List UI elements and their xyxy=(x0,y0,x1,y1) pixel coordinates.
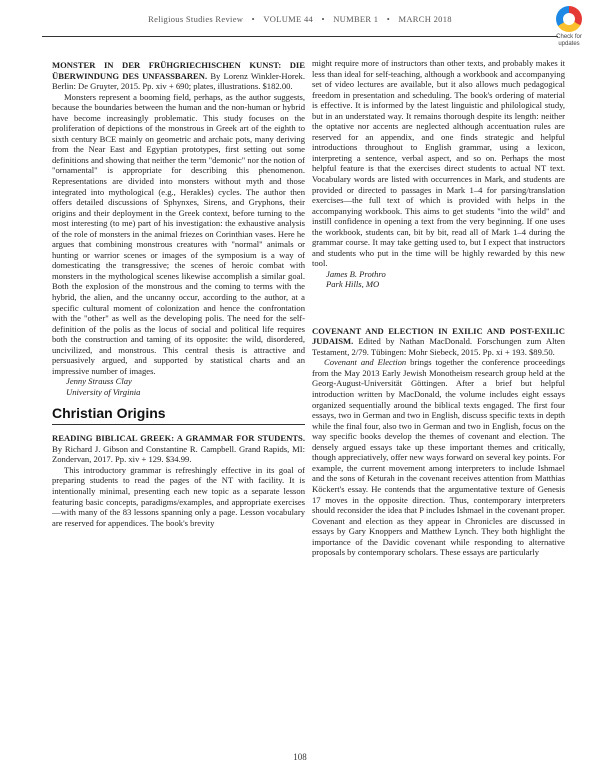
review-entry xyxy=(52,60,305,92)
review-citation: Edited by Nathan MacDonald. Forschungen zum Alten Testament, 2/79. Tübingen: Mohr Siebeck, 2015. Pp. xi + 193. $89.50. xyxy=(312,336,565,357)
page-number: 108 xyxy=(293,752,307,762)
journal-name: Religious Studies Review xyxy=(148,14,244,24)
review-body: Monsters represent a booming field, perhaps, as the author suggests, because the boundaries between the human and the non-human or hybrid have become increasingly problematic. This study focuses on the proliferation of depictions of the monstrous in Greek art of the eighth to sixth century BCE mainly on geometric and archaic pots, many deriving from the Near East and Egyptian prototypes, first setting out some definitions and showing that neither the term "demonic" nor the notion of "ornamental" is appropriate for describing this phenomenon. Representations are divided into monsters without myth and those integrated into mythological (e.g., Herakles) cycles. The author then offers detailed discussions of Sphynxes, Sirens, and Gryphons, their origins and their deployment in the Greek context, before turning to the most interesting (to me) part of his investigation: the exhaustive analysis of the role of monsters in the animal friezes on Corinthian vases. Here he argues that combining monstrous creatures with "normal" animals or hunting or warrior scenes or images of the symposium is a way of domesticating the transgressive; the scenes of heroic combat with monsters in the mythological scenes likewise accomplish a similar goal. Both the explosion of the monstrous and the coming to terms with the hybrid, the alien, and the uncanny occur, according to the author, at a specific cultural moment of colonization and hence the confrontation with the "other" as well as the developing polis. The need for the self-definition of the polis as the locus of social and political life requires both the construction and taming of its opposite: the wild, disordered, uncivilized, and monstrous. This central thesis is attractive and persuasively argued, and supported by statistical charts and an impressive number of images. xyxy=(52,91,305,376)
running-header: Religious Studies Review • VOLUME 44 • NUMBER 1 • MARCH 2018 xyxy=(42,14,558,34)
review-entry xyxy=(52,433,305,465)
reviewer-affiliation: University of Virginia xyxy=(66,386,141,397)
volume: VOLUME 44 xyxy=(263,14,314,24)
reviewer-name: Jenny Strauss Clay xyxy=(66,376,132,387)
review-body-continued: might require more of instructors than other texts, and probably makes it less than ideal for self-teaching, although a workbook and accompanying set of video lectures are available, but it also allows much pedagogical freedom in presentation and scheduling. The book's ordering of material is effective. It is informed by the latest linguistic and philological study, but in an understated way. It remains thorough despite its length: neither the optative nor accents are neglected although accentuation rules are reserved for an appendix, and one finds strategic and helpful introductions throughout to English grammar, using a lexicon, interpreting a sentence, verbal aspect, and so on. Perhaps the most helpful feature is that the exercises direct students to actual NT text. Vocabulary words are listed with occurrences in Mark, and students are provided or directed to passages in Mark 1–4 for parsing/translation exercises—the full text of which is provided with helps in the accompanying workbook. This aims to get students "into the wild" and instill confidence in opening a text from the very beginning. If one uses the workbook, students can, bit by bit, read all of Mark 1–4 during the grammar course. It may take getting used to, but I expect that instructors and students who put in the time will be highly rewarded by this new tool. xyxy=(312,58,565,269)
header-rule xyxy=(42,36,558,37)
review-entry xyxy=(312,326,565,358)
review-title: MONSTER IN DER FRÜHGRIECHISCHEN KUNST: DIE ÜBERWINDUNG DES UNFASSBAREN. xyxy=(52,60,305,81)
section-heading: Christian Origins xyxy=(52,404,305,425)
issue-date: MARCH 2018 xyxy=(398,14,452,24)
book-title-italic: Covenant and Election xyxy=(324,357,407,368)
left-column xyxy=(52,60,305,528)
review-title: READING BIBLICAL GREEK: A GRAMMAR FOR STUDENTS. xyxy=(52,433,305,444)
number: NUMBER 1 xyxy=(333,14,379,24)
review-citation: By Lorenz Winkler-Horek. Berlin: De Gruyter, 2015. Pp. xiv + 690; plates, illustrations. $182.00. xyxy=(52,70,305,92)
review-body: Covenant and Election brings together the conference proceedings from the May 2013 Early Jewish Monotheism research group held at the Georg-August-Universität Göttingen. After a brief but helpful introduction written by MacDonald, the volume includes eight essays organized sequentially around the biblical texts engaged. The first four essays, two in German and two in English, discuss specific texts in depth while the final four, also two in German and two in English, focus on the way specific books develop the themes of covenant and election. The densely argued essays take up these important themes and critically, though appreciatively, offer new ways forward on several key points. For example, the current movement among interpreters to include Ishmael and the sons of Keturah in the covenant receives attention from Matthias Köckert's essay. He contends that the argumentative texture of Genesis 17 moves in the opposite direction. Thus, contemporary interpreters should reconsider the idea that P includes Ishmael in the covenant proper. Covenant and election as they appear in Chronicles are discussed in essays by Gary Knoppers and Matthew Lynch. They both highlight the importance of the Davidic covenant while responding to alternative proposals by contemporary scholars. These essays are particularly xyxy=(312,357,565,558)
badge-label: Check for updates xyxy=(556,34,582,47)
review-title: COVENANT AND ELECTION IN EXILIC AND POST-EXILIC JUDAISM. xyxy=(312,325,565,347)
reviewer-name: James B. Prothro xyxy=(326,268,386,279)
crossmark-icon xyxy=(556,6,582,32)
review-body: This introductory grammar is refreshingly effective in its goal of preparing students to read the pages of the NT with facility. It is intentionally minimal, presenting each new topic as a separate lesson featuring basic concepts, paradigms/examples, and appropriate exercises—with many of the 83 lessons spanning only a page. Lesson vocabulary are reserved for appendices. The book's brevity xyxy=(52,464,305,528)
reviewer-affiliation: Park Hills, MO xyxy=(326,279,380,290)
right-column xyxy=(312,58,565,558)
review-citation: By Richard J. Gibson and Constantine R. Campbell. Grand Rapids, MI: Zondervan, 2017. Pp. xiv + 129. $34.99. xyxy=(52,443,305,465)
check-for-updates-badge[interactable] xyxy=(548,6,590,52)
